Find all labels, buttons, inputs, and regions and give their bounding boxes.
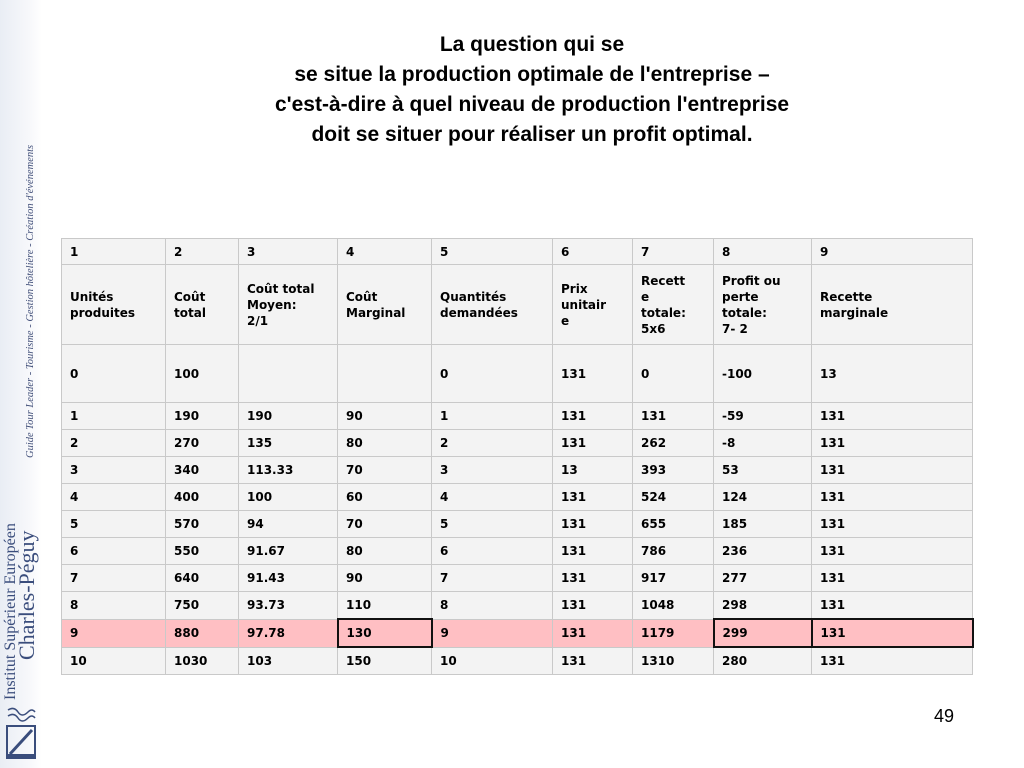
- header-line: 7- 2: [722, 321, 748, 336]
- institution-name: Institut Supérieur Européen: [2, 523, 19, 700]
- column-number-cell: 8: [714, 239, 812, 265]
- table-cell: 5: [432, 511, 553, 538]
- table-cell: 131: [812, 484, 973, 511]
- table-cell: 190: [239, 403, 338, 430]
- table-cell: 131: [812, 511, 973, 538]
- column-number-cell: 3: [239, 239, 338, 265]
- table-cell: 880: [166, 619, 239, 647]
- table-cell: 262: [633, 430, 714, 457]
- table-cell: 131: [812, 619, 973, 647]
- table-cell: 393: [633, 457, 714, 484]
- table-cell: 570: [166, 511, 239, 538]
- table-cell: 0: [633, 345, 714, 403]
- table-cell: 1179: [633, 619, 714, 647]
- table-cell: 4: [432, 484, 553, 511]
- table-row: [62, 511, 973, 538]
- table-cell: 524: [633, 484, 714, 511]
- header-cell: [62, 265, 166, 345]
- table-row-highlighted: [62, 619, 973, 647]
- table-row: [62, 484, 973, 511]
- header-line: Recette: [820, 289, 873, 304]
- header-line: total: [174, 305, 206, 320]
- table-cell: 13: [812, 345, 973, 403]
- table-cell: 131: [812, 457, 973, 484]
- table-cell: 60: [338, 484, 432, 511]
- header-cell: [714, 265, 812, 345]
- table-row: [62, 457, 973, 484]
- table-cell: 1: [62, 403, 166, 430]
- table-cell: 750: [166, 592, 239, 620]
- table-cell: 400: [166, 484, 239, 511]
- header-line: Coût: [346, 289, 378, 304]
- header-row: [62, 265, 973, 345]
- production-table: [61, 238, 974, 675]
- table-cell: 9: [62, 619, 166, 647]
- table-cell: 9: [432, 619, 553, 647]
- table-cell: 80: [338, 430, 432, 457]
- table-cell: 91.43: [239, 565, 338, 592]
- table-cell: -59: [714, 403, 812, 430]
- table-cell: 124: [714, 484, 812, 511]
- table-cell: 80: [338, 538, 432, 565]
- header-line: 2/1: [247, 313, 269, 328]
- table-row: [62, 430, 973, 457]
- column-number-row: [62, 239, 973, 265]
- header-line: totale:: [722, 305, 767, 320]
- table-cell: 103: [239, 647, 338, 675]
- table-cell: 131: [553, 484, 633, 511]
- table-cell: 10: [432, 647, 553, 675]
- table-row: [62, 592, 973, 620]
- table-cell: 917: [633, 565, 714, 592]
- header-line: Coût total: [247, 281, 315, 296]
- sidebar-banner: [0, 0, 42, 768]
- table-cell: 8: [62, 592, 166, 620]
- table-cell: 7: [62, 565, 166, 592]
- header-line: Prix: [561, 281, 588, 296]
- table-cell: 131: [553, 403, 633, 430]
- column-number-cell: 2: [166, 239, 239, 265]
- header-line: Quantités: [440, 289, 507, 304]
- table-cell: 1030: [166, 647, 239, 675]
- table-cell: 131: [633, 403, 714, 430]
- header-line: totale:: [641, 305, 686, 320]
- header-line: Coût: [174, 289, 206, 304]
- table-cell: [239, 345, 338, 403]
- table-cell: 1048: [633, 592, 714, 620]
- page-number: 49: [934, 706, 955, 726]
- table-cell: 5: [62, 511, 166, 538]
- table-cell: 131: [812, 538, 973, 565]
- table-cell: 786: [633, 538, 714, 565]
- table-cell: 2: [432, 430, 553, 457]
- table-row: [62, 403, 973, 430]
- table-cell: 236: [714, 538, 812, 565]
- column-number-cell: 7: [633, 239, 714, 265]
- table-cell: 10: [62, 647, 166, 675]
- table-cell: [338, 345, 432, 403]
- table-cell: 100: [166, 345, 239, 403]
- table-cell: 340: [166, 457, 239, 484]
- table-cell: 131: [553, 538, 633, 565]
- header-line: Marginal: [346, 305, 406, 320]
- table-cell: 91.67: [239, 538, 338, 565]
- table-row: [62, 538, 973, 565]
- table-cell: 130: [338, 619, 432, 647]
- table-cell: 131: [553, 619, 633, 647]
- header-cell: [166, 265, 239, 345]
- table-cell: 100: [239, 484, 338, 511]
- slide-title: [200, 30, 864, 150]
- table-cell: 150: [338, 647, 432, 675]
- header-line: demandées: [440, 305, 518, 320]
- table-cell: 6: [62, 538, 166, 565]
- title-line: La question qui se: [439, 33, 625, 56]
- table-row: [62, 565, 973, 592]
- header-cell: [432, 265, 553, 345]
- column-number-cell: 9: [812, 239, 973, 265]
- table-cell: 131: [553, 565, 633, 592]
- title-line: se situe la production optimale de l'entreprise –: [294, 63, 770, 86]
- table-cell: 1: [432, 403, 553, 430]
- table-cell: 1310: [633, 647, 714, 675]
- header-cell: [633, 265, 714, 345]
- column-number-cell: 6: [553, 239, 633, 265]
- header-line: Profit ou: [722, 273, 781, 288]
- table-row: [62, 647, 973, 675]
- table-cell: 110: [338, 592, 432, 620]
- table-cell: 640: [166, 565, 239, 592]
- table-cell: 131: [812, 403, 973, 430]
- table-cell: 270: [166, 430, 239, 457]
- table-cell: 131: [812, 430, 973, 457]
- table-cell: 131: [812, 592, 973, 620]
- table-cell: 135: [239, 430, 338, 457]
- header-line: perte: [722, 289, 759, 304]
- table-cell: 53: [714, 457, 812, 484]
- table-cell: 131: [553, 592, 633, 620]
- table-cell: 8: [432, 592, 553, 620]
- header-line: produites: [70, 305, 136, 320]
- header-line: e: [641, 289, 650, 304]
- table-cell: 7: [432, 565, 553, 592]
- table-cell: 185: [714, 511, 812, 538]
- table-cell: 655: [633, 511, 714, 538]
- table-cell: -8: [714, 430, 812, 457]
- table-cell: 550: [166, 538, 239, 565]
- table-cell: 13: [553, 457, 633, 484]
- table-cell: 131: [553, 430, 633, 457]
- table-cell: 277: [714, 565, 812, 592]
- table-cell: 131: [812, 647, 973, 675]
- table-cell: 131: [553, 511, 633, 538]
- table-cell: 0: [62, 345, 166, 403]
- header-cell: [338, 265, 432, 345]
- table-cell: 298: [714, 592, 812, 620]
- table-cell: 2: [62, 430, 166, 457]
- table-cell: 0: [432, 345, 553, 403]
- table-cell: 90: [338, 565, 432, 592]
- table-cell: 4: [62, 484, 166, 511]
- table-cell: 299: [714, 619, 812, 647]
- header-line: unitair: [561, 297, 607, 312]
- title-line: doit se situer pour réaliser un profit optimal.: [311, 123, 753, 146]
- table-cell: 190: [166, 403, 239, 430]
- table-cell: 70: [338, 511, 432, 538]
- table-cell: 131: [812, 565, 973, 592]
- school-name: Charles-Péguy: [14, 530, 39, 660]
- header-cell: [553, 265, 633, 345]
- table-cell: 131: [553, 647, 633, 675]
- table-cell: 93.73: [239, 592, 338, 620]
- tagline: Guide Tour Leader - Tourisme - Gestion hôtelière - Création d'événements: [25, 144, 36, 458]
- header-line: 5x6: [641, 321, 666, 336]
- institute-logo-icon: [4, 704, 38, 764]
- table-cell: 3: [432, 457, 553, 484]
- column-number-cell: 5: [432, 239, 553, 265]
- table-cell: 131: [553, 345, 633, 403]
- title-line: c'est-à-dire à quel niveau de production l'entreprise: [274, 93, 790, 116]
- header-line: marginale: [820, 305, 889, 320]
- header-cell: [239, 265, 338, 345]
- table-cell: 280: [714, 647, 812, 675]
- table-cell: 90: [338, 403, 432, 430]
- header-cell: [812, 265, 973, 345]
- table-cell: 70: [338, 457, 432, 484]
- header-line: Unités: [70, 289, 114, 304]
- column-number-cell: 4: [338, 239, 432, 265]
- header-line: e: [561, 313, 570, 328]
- table-cell: -100: [714, 345, 812, 403]
- column-number-cell: 1: [62, 239, 166, 265]
- table-row: [62, 345, 973, 403]
- table-cell: 3: [62, 457, 166, 484]
- table-cell: 113.33: [239, 457, 338, 484]
- table-cell: 6: [432, 538, 553, 565]
- table-cell: 97.78: [239, 619, 338, 647]
- header-line: Recett: [641, 273, 686, 288]
- table-cell: 94: [239, 511, 338, 538]
- header-line: Moyen:: [247, 297, 297, 312]
